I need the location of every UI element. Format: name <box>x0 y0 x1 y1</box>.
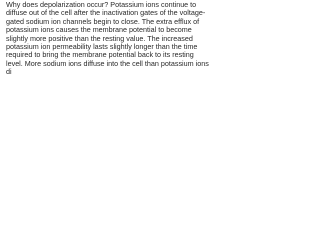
flashcard <box>0 0 213 88</box>
flashcard-text: Why does depolarization occur? Potassium ions continue to diffuse out of the cell after the inactivation gates of the voltage-gated sodium ion channels begin to close. The extra efflux of potassium ions causes the membrane potential to become slightly more positive than the resting value. The increased potassium ion permeability lasts slightly longer than the time required to bring the membrane potential back to its resting level. More sodium ions diffuse into the cell than potassium ions di <box>6 0 209 77</box>
